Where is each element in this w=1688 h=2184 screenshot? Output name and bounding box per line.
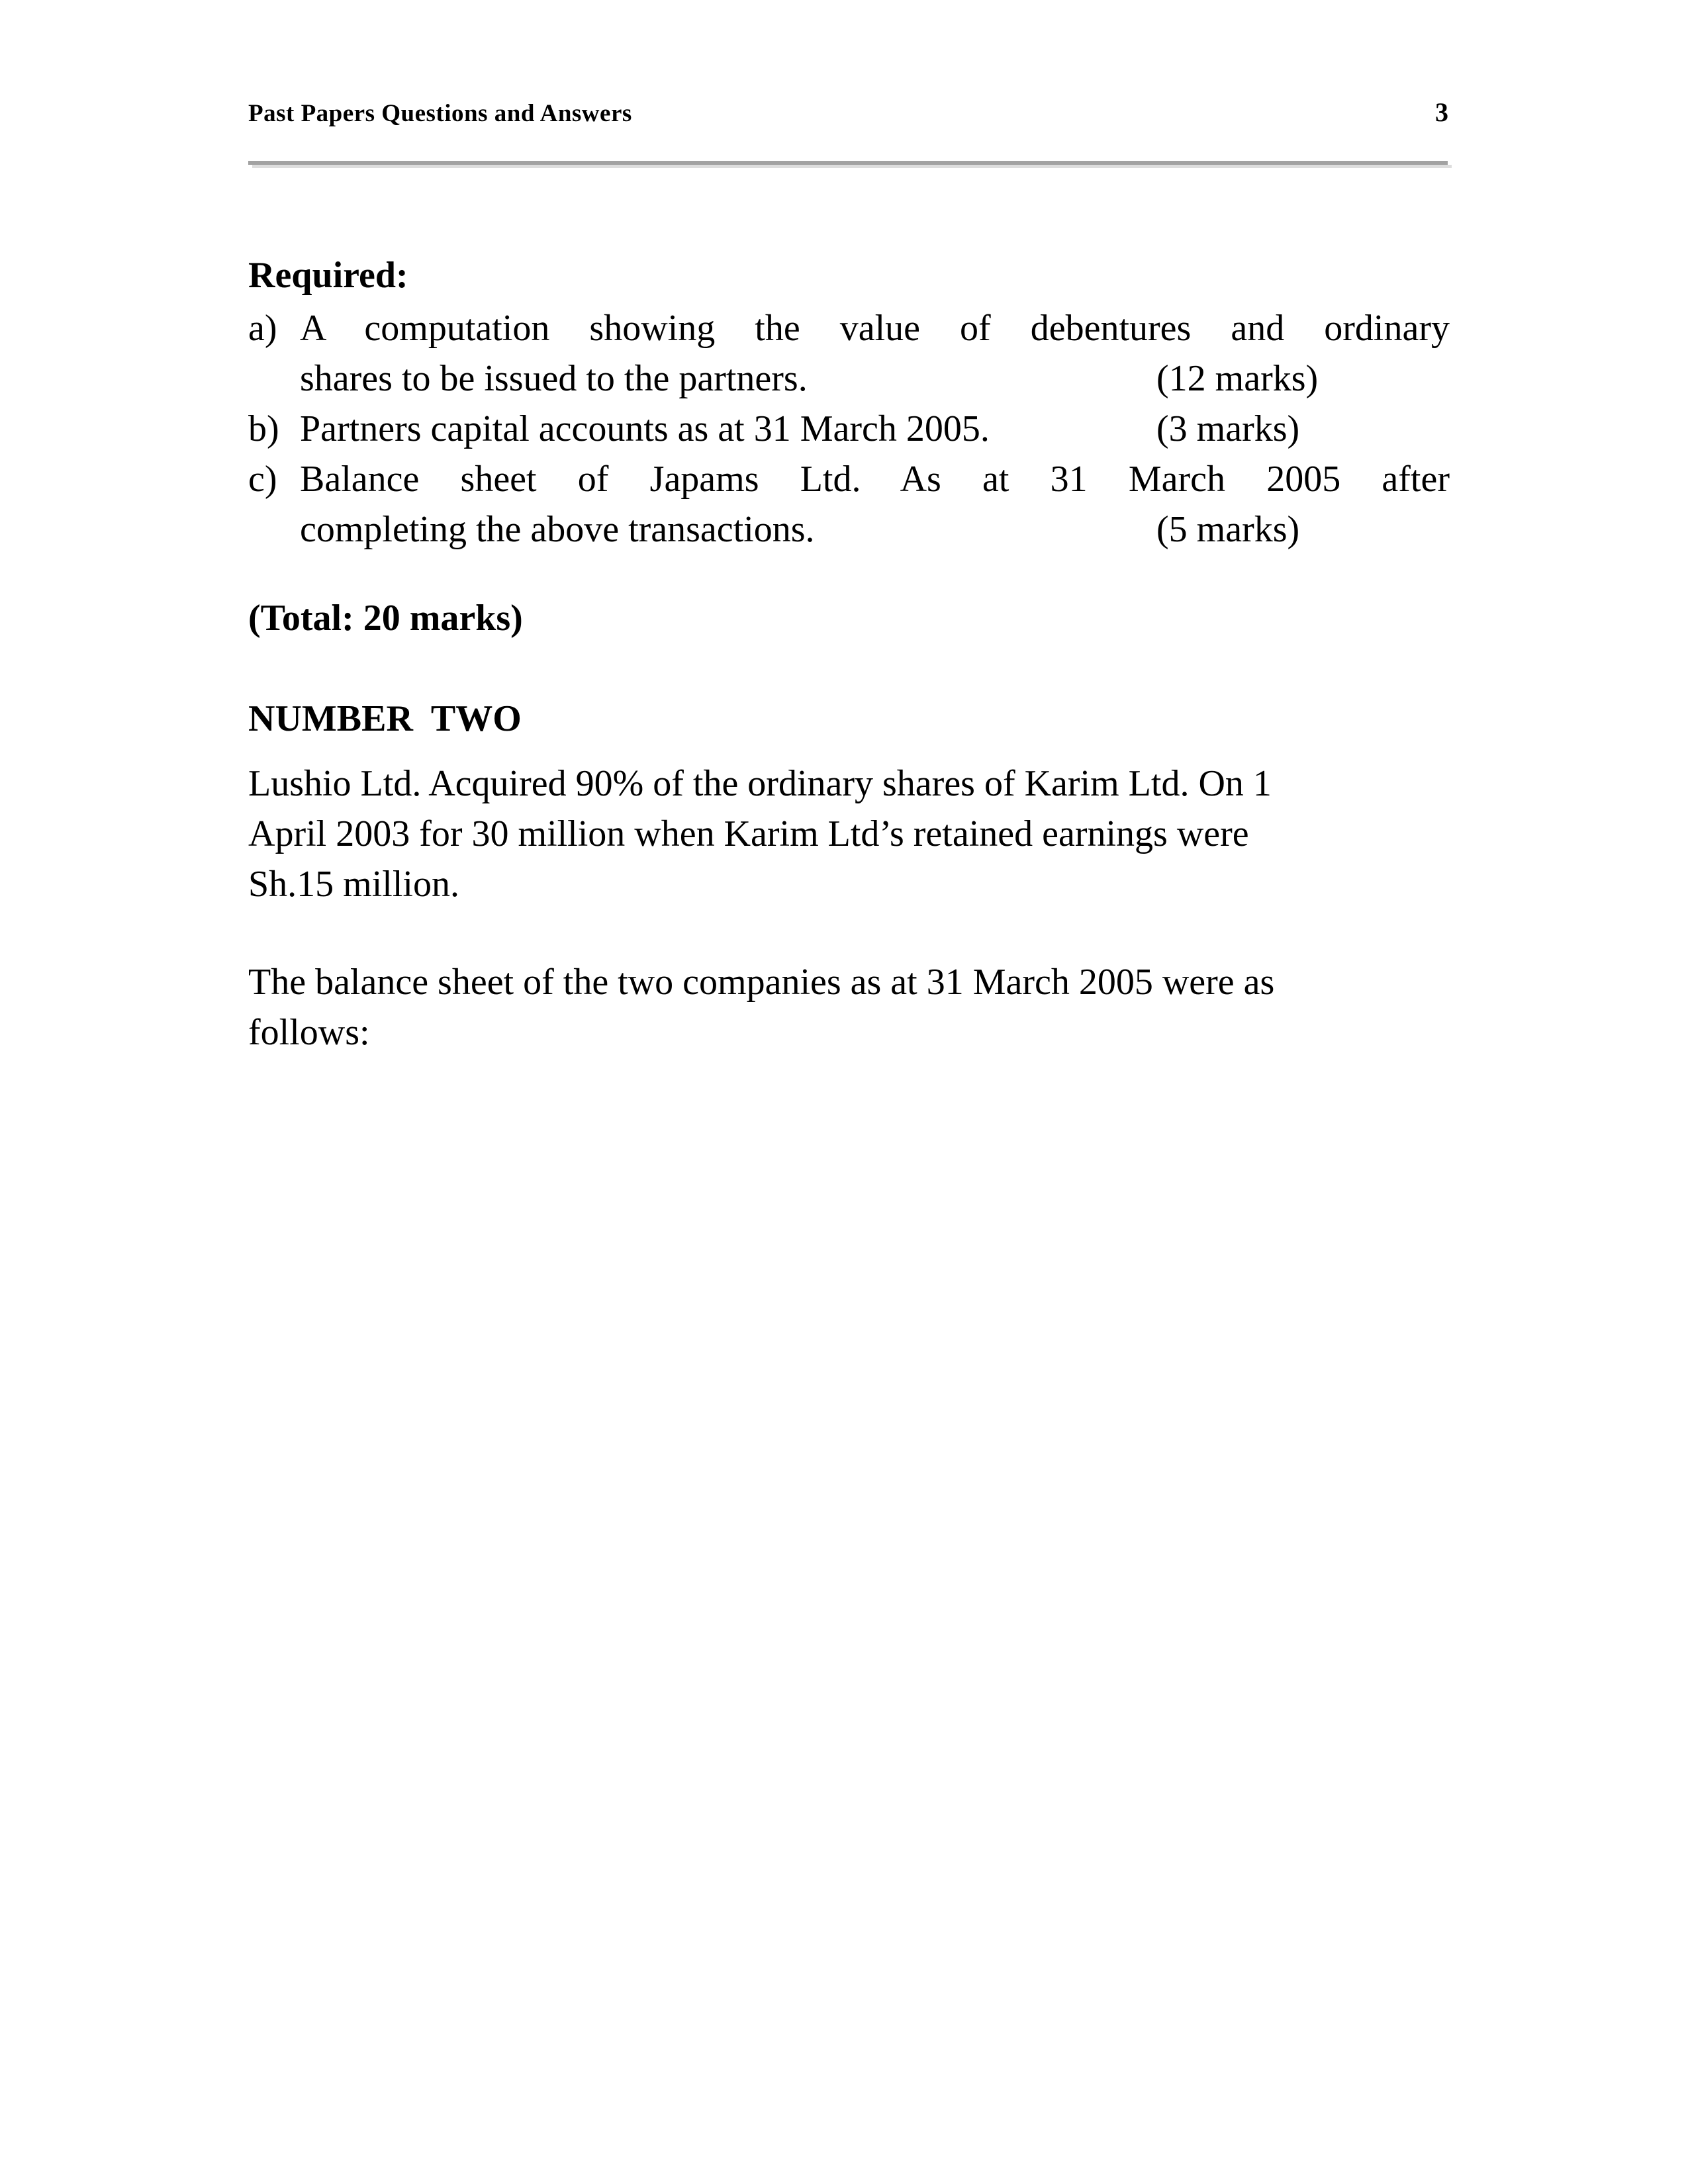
section-two-paragraph-1 bbox=[248, 758, 1450, 909]
list-item-b-line-1: Partners capital accounts as at 31 March 2005. bbox=[300, 408, 990, 449]
paragraph-1-line-2: April 2003 for 30 million when Karim Ltd’s retained earnings were bbox=[248, 813, 1249, 854]
paragraph-1-line-1: Lushio Ltd. Acquired 90% of the ordinary shares of Karim Ltd. On 1 bbox=[248, 763, 1272, 804]
header-title: Past Papers Questions and Answers bbox=[248, 100, 632, 127]
list-item-b-marks: (3 marks) bbox=[1156, 408, 1300, 449]
total-marks: (Total: 20 marks) bbox=[248, 598, 523, 639]
list-item-c bbox=[248, 454, 1450, 555]
paragraph-2-line-2: follows: bbox=[248, 1012, 370, 1053]
list-item-c-marks: (5 marks) bbox=[1156, 509, 1300, 550]
list-item-c-line-2: completing the above transactions. bbox=[300, 509, 815, 550]
required-list bbox=[248, 303, 1450, 555]
header-rule-shadow bbox=[252, 165, 1452, 168]
list-item-a bbox=[248, 303, 1450, 404]
list-item-a-line-1: A computation showing the value of debentures and ordinary bbox=[300, 308, 1450, 349]
page-number: 3 bbox=[1435, 97, 1448, 127]
section-two-heading: NUMBER TWO bbox=[248, 698, 522, 739]
list-item-c-line-1: Balance sheet of Japams Ltd. As at 31 March 2005 after bbox=[300, 459, 1450, 500]
list-item-a-line-2: shares to be issued to the partners. bbox=[300, 358, 808, 399]
paragraph-1-line-3: Sh.15 million. bbox=[248, 864, 459, 905]
list-item-a-marks: (12 marks) bbox=[1156, 358, 1319, 399]
list-item-a-label: a) bbox=[248, 308, 277, 349]
list-item-c-label: c) bbox=[248, 459, 277, 500]
section-two-paragraph-2 bbox=[248, 957, 1450, 1058]
required-heading: Required: bbox=[248, 255, 408, 296]
list-item-b-label: b) bbox=[248, 408, 279, 449]
list-item-b bbox=[248, 404, 1450, 454]
paragraph-2-line-1: The balance sheet of the two companies as at 31 March 2005 were as bbox=[248, 962, 1275, 1003]
